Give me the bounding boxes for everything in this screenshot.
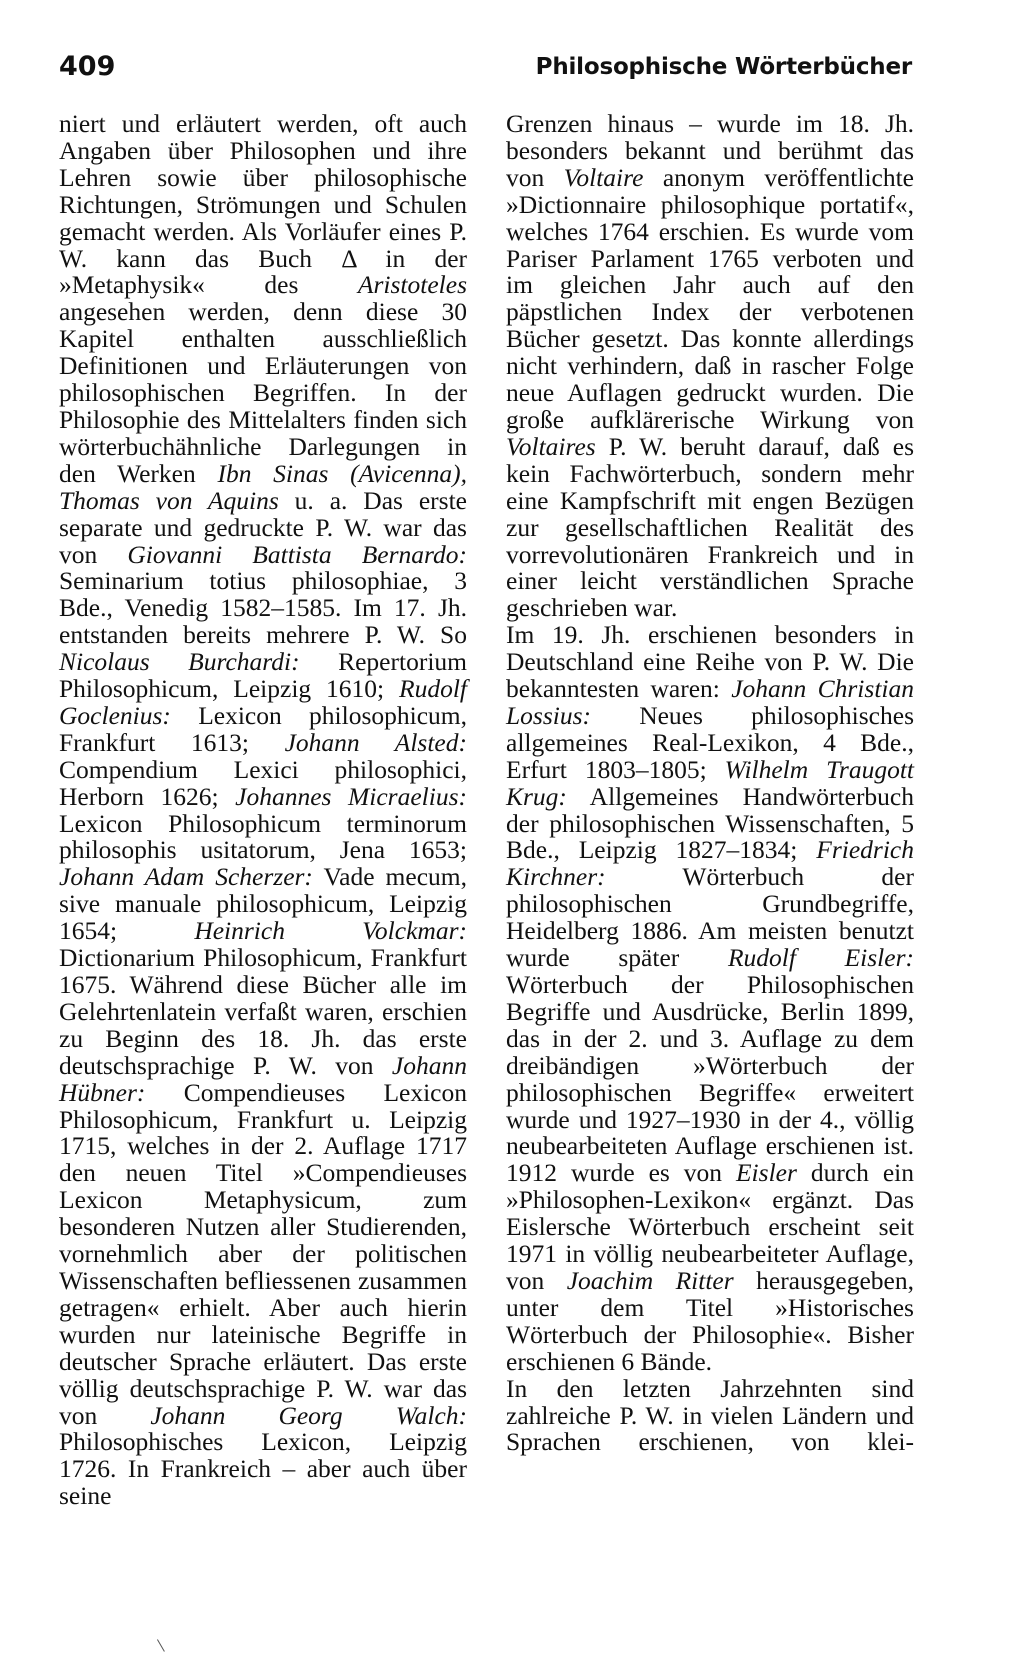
author-name: Aristoteles: [357, 270, 467, 300]
text-run: Vade mecum, sive manuale philosophicum, Leipzig 1654;: [59, 862, 467, 946]
text-run: u. a. Das erste separate und gedruckte P. W. war das von: [59, 485, 467, 569]
text-run: Neues philosophisches allgemeines Real-Lexikon, 4 Bde., Erfurt 1803–1805;: [506, 700, 914, 784]
author-name: Ibn Sinas (Avicenna), Thomas von Aquins: [59, 458, 467, 515]
author-name: Johann Hübner:: [59, 1050, 467, 1107]
author-name: Giovanni Battista Bernardo:: [127, 539, 468, 569]
author-name: Johann Alsted:: [284, 727, 467, 757]
author-name: Johannes Micraelius:: [235, 781, 467, 811]
author-name: Eisler: [735, 1158, 797, 1188]
right-column-paragraph: [506, 1373, 914, 1457]
page-number: 409: [59, 51, 116, 82]
text-run: Allgemeines Handwörterbuch der philosophischen Wissenschaften, 5 Bde., Leipzig 1827–1834;: [506, 781, 914, 865]
text-run: Compendium Lexici philosophici, Herborn 1626;: [59, 754, 467, 811]
text-run: angesehen werden, denn diese 30 Kapitel enthalten ausschließlich Definitionen und Erläuterungen von philosophischen Begriffen. In der Philosophie des Mittelalters finden sich wörterbuchähnliche Darlegungen in den Werken: [59, 297, 467, 488]
author-name: Nicolaus Burchardi:: [59, 647, 300, 677]
text-run: Seminarium totius philosophiae, 3 Bde., Venedig 1582–1585. Im 17. Jh. entstanden bereits mehrere P. W. So: [59, 566, 467, 650]
text-run: Im 19. Jh. erschienen besonders in Deutschland eine Reihe von P. W. Die bekanntesten waren:: [506, 620, 914, 704]
text-run: Lexicon Philosophicum terminorum philosophis usitatorum, Jena 1653;: [59, 808, 467, 865]
text-run: Lexicon philosophicum, Frankfurt 1613;: [59, 700, 467, 757]
right-column: [506, 111, 914, 1456]
text-run: Wörterbuch der Philosophischen Begriffe und Ausdrücke, Berlin 1899, das in der 2. und 3. Auflage zu dem dreibändigen »Wörterbuch der philosophischen Begriffe« erweitert wurde und 1927–1930 in der 4., völlig neubearbeiteten Auflage erschienen ist. 1912 wurde es von: [506, 970, 914, 1188]
text-run: herausgegeben, unter dem Titel »Historisches Wörterbuch der Philosophie«. Bisher erschienen 6 Bände.: [506, 1265, 915, 1376]
left-column: [59, 111, 467, 1510]
running-title: Philosophische Wörterbücher: [535, 54, 912, 80]
author-name: Johann Christian Lossius:: [506, 674, 914, 730]
right-column-paragraph: [506, 622, 914, 1375]
text-run: Repertorium Philosophicum, Leipzig 1610;: [59, 647, 467, 704]
author-name: Rudolf Eisler:: [727, 943, 914, 973]
text-run: durch ein »Philosophen-Lexikon« ergänzt. Das Eislersche Wörterbuch erscheint seit 1971 in völlig neubearbeiteter Auflage, von: [506, 1158, 914, 1295]
text-run: Compendieuses Lexicon Philosophicum, Frankfurt u. Leipzig 1715, welches in der 2. Auflage 1717 den neuen Titel »Compendieuses Lexicon Metaphysicum, zum besonderen Nutzen aller Studierenden, vornehmlich aber der politischen Wissenschaften befliessenen zusammen getragen« erhielt. Aber auch hierin wurden nur lateinische Begriffe in deutscher Sprache erläutert. Das erste völlig deutschsprachige P. W. war das von: [59, 1077, 467, 1430]
author-name: Johann Georg Walch:: [150, 1400, 468, 1430]
text-run: In den letzten Jahrzehnten sind zahlreiche P. W. in vielen Ländern und Sprachen erschienen, von klei-: [506, 1373, 914, 1457]
author-name: Joachim Ritter: [566, 1265, 734, 1295]
text-run: niert und erläutert werden, oft auch Angaben über Philosophen und ihre Lehren sowie über philosophische Richtungen, Strömungen und Schulen gemacht werden. Als Vorläufer eines P. W. kann das Buch Δ in der »Metaphysik« des: [59, 109, 467, 300]
author-name: Heinrich Volckmar:: [194, 916, 467, 946]
author-name: Rudolf Goclenius:: [59, 674, 467, 730]
text-run: Grenzen hinaus – wurde im 18. Jh. besonders bekannt und berühmt das von: [506, 109, 914, 192]
text-run: P. W. beruht darauf, daß es kein Fachwörterbuch, sondern mehr eine Kampfschrift mit engen Bezügen zur gesellschaftlichen Realität des vorrevolutionären Frankreich und in einer leicht verständlichen Sprache geschrieben war.: [506, 431, 914, 623]
author-name: Wilhelm Traugott Krug:: [506, 754, 914, 811]
text-run: Wörterbuch der philosophischen Grundbegriffe, Heidelberg 1886. Am meisten benutzt wurde später: [506, 862, 914, 973]
text-run: anonym veröffentlichte »Dictionnaire philosophique portatif«, welches 1764 erschien. Es wurde vom Pariser Parlament 1765 verboten und im gleichen Jahr auch auf den päpstlichen Index der verbotenen Bücher gesetzt. Das konnte allerdings nicht verhindern, daß in rascher Folge neue Auflagen gedruckt wurden. Die große aufklärerische Wirkung von: [506, 162, 915, 434]
text-run: Dictionarium Philosophicum, Frankfurt 1675. Während diese Bücher alle im Gelehrtenlatein verfaßt waren, erschien zu Beginn des 18. Jh. das erste deutschsprachige P. W. von: [59, 943, 467, 1080]
right-column-paragraph: [506, 111, 914, 622]
stray-mark: [157, 1636, 170, 1652]
author-name: Friedrich Kirchner:: [506, 835, 914, 892]
author-name: Voltaires: [506, 431, 596, 461]
author-name: Johann Adam Scherzer:: [59, 862, 313, 892]
author-name: Voltaire: [563, 162, 644, 192]
text-run: Philosophisches Lexicon, Leipzig 1726. In Frankreich – aber auch über seine: [59, 1427, 467, 1511]
left-column-paragraph: [59, 111, 467, 1510]
